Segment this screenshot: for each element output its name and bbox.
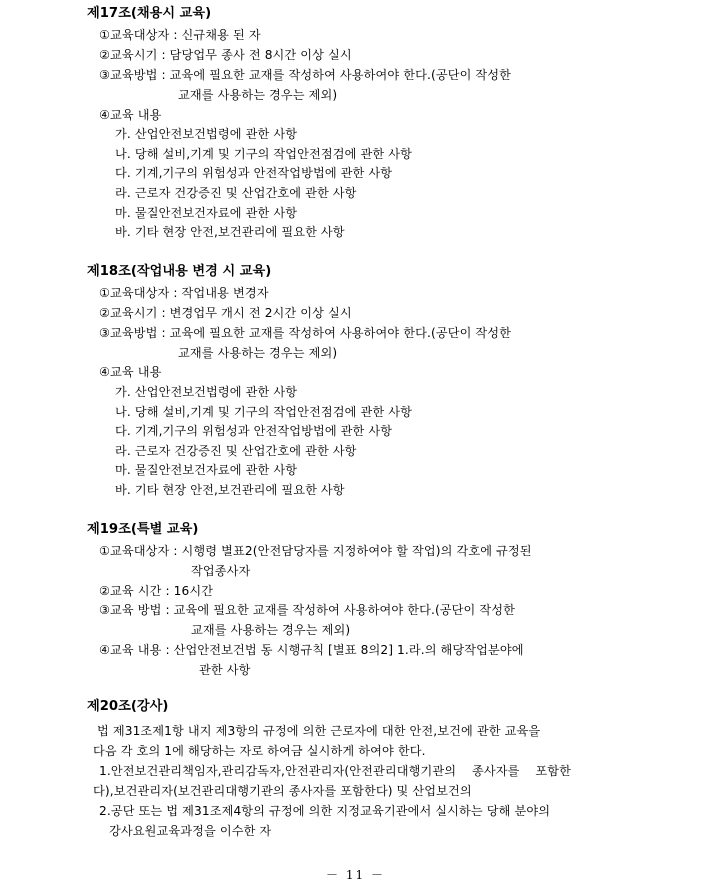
article-17-item-1: ①교육대상자 : 신규채용 된 자 — [99, 28, 261, 42]
article-18-item-2: ②교육시기 : 변경업무 개시 전 2시간 이상 실시 — [99, 306, 352, 320]
article-18-item-1: ①교육대상자 : 작업내용 변경자 — [99, 286, 269, 300]
article-17-item-4: ④교육 내용 — [99, 108, 162, 122]
article-20-item-1-cont: 다),보건관리자(보건관리대행기관의 종사자를 포함한다) 및 산업보건의 — [93, 784, 472, 798]
article-19-item-3-cont: 교재를 사용하는 경우는 제외) — [191, 623, 351, 637]
article-19-item-2: ②교육 시간 : 16시간 — [99, 584, 214, 598]
page-number: － 11 － — [326, 868, 385, 882]
article-20-item-2: 2.공단 또는 법 제31조제4항의 규정에 의한 지정교육기관에서 실시하는 당해 분야의 — [99, 804, 551, 818]
article-19-item-4: ④교육 내용 : 산업안전보건법 동 시행규칙 [별표 8의2] 1.라.의 해당작업분야에 — [99, 643, 524, 657]
article-17-sub-ga: 가. 산업안전보건법령에 관한 사항 — [115, 127, 298, 141]
article-18-sub-da: 다. 기계,기구의 위험성과 안전작업방법에 관한 사항 — [115, 424, 393, 438]
article-20-para-1: 법 제31조제1항 내지 제3항의 규정에 의한 근로자에 대한 안전,보건에 관한 교육을 — [97, 724, 541, 738]
article-20-item-2-cont: 강사요원교육과정을 이수한 자 — [109, 824, 272, 838]
article-19-item-1-cont: 작업종사자 — [191, 564, 251, 578]
article-18-sub-na: 나. 당해 설비,기계 및 기구의 작업안전점검에 관한 사항 — [115, 405, 412, 419]
article-17-sub-na: 나. 당해 설비,기계 및 기구의 작업안전점검에 관한 사항 — [115, 147, 412, 161]
article-18-sub-ba: 바. 기타 현장 안전,보건관리에 필요한 사항 — [115, 483, 345, 497]
article-17-sub-da: 다. 기계,기구의 위험성과 안전작업방법에 관한 사항 — [115, 166, 393, 180]
article-19-title: 제19조(특별 교육) — [87, 522, 199, 537]
article-17-title: 제17조(채용시 교육) — [87, 6, 212, 21]
article-19-item-4-cont: 관한 사항 — [199, 663, 251, 677]
article-17-sub-ba: 바. 기타 현장 안전,보건관리에 필요한 사항 — [115, 225, 345, 239]
article-20-para-1-cont: 다음 각 호의 1에 해당하는 자로 하여금 실시하게 하여야 한다. — [93, 744, 426, 758]
article-18-sub-ma: 마. 물질안전보건자료에 관한 사항 — [115, 463, 298, 477]
article-18-title: 제18조(작업내용 변경 시 교육) — [87, 264, 272, 279]
article-17-item-3-cont: 교재를 사용하는 경우는 제외) — [178, 88, 338, 102]
article-17-sub-ra: 라. 근로자 건강증진 및 산업간호에 관한 사항 — [115, 186, 357, 200]
article-17-item-3: ③교육방법 : 교육에 필요한 교재를 작성하여 사용하여야 한다.(공단이 작성한 — [99, 68, 512, 82]
article-19-item-1: ①교육대상자 : 시행령 별표2(안전담당자를 지정하여야 할 작업)의 각호에 규정된 — [99, 544, 532, 558]
article-19-item-3: ③교육 방법 : 교육에 필요한 교재를 작성하여 사용하여야 한다.(공단이 작성한 — [99, 603, 516, 617]
article-18-sub-ra: 라. 근로자 건강증진 및 산업간호에 관한 사항 — [115, 444, 357, 458]
article-18-sub-ga: 가. 산업안전보건법령에 관한 사항 — [115, 385, 298, 399]
article-17-item-2: ②교육시기 : 담당업무 종사 전 8시간 이상 실시 — [99, 48, 352, 62]
article-20-item-1: 1.안전보건관리책임자,관리감독자,안전관리자(안전관리대행기관의 종사자를 포함한 — [99, 764, 571, 778]
article-17-sub-ma: 마. 물질안전보건자료에 관한 사항 — [115, 206, 298, 220]
article-18-item-4: ④교육 내용 — [99, 365, 162, 379]
article-20-title: 제20조(강사) — [87, 699, 169, 714]
article-18-item-3: ③교육방법 : 교육에 필요한 교재를 작성하여 사용하여야 한다.(공단이 작성한 — [99, 326, 512, 340]
article-18-item-3-cont: 교재를 사용하는 경우는 제외) — [178, 346, 338, 360]
